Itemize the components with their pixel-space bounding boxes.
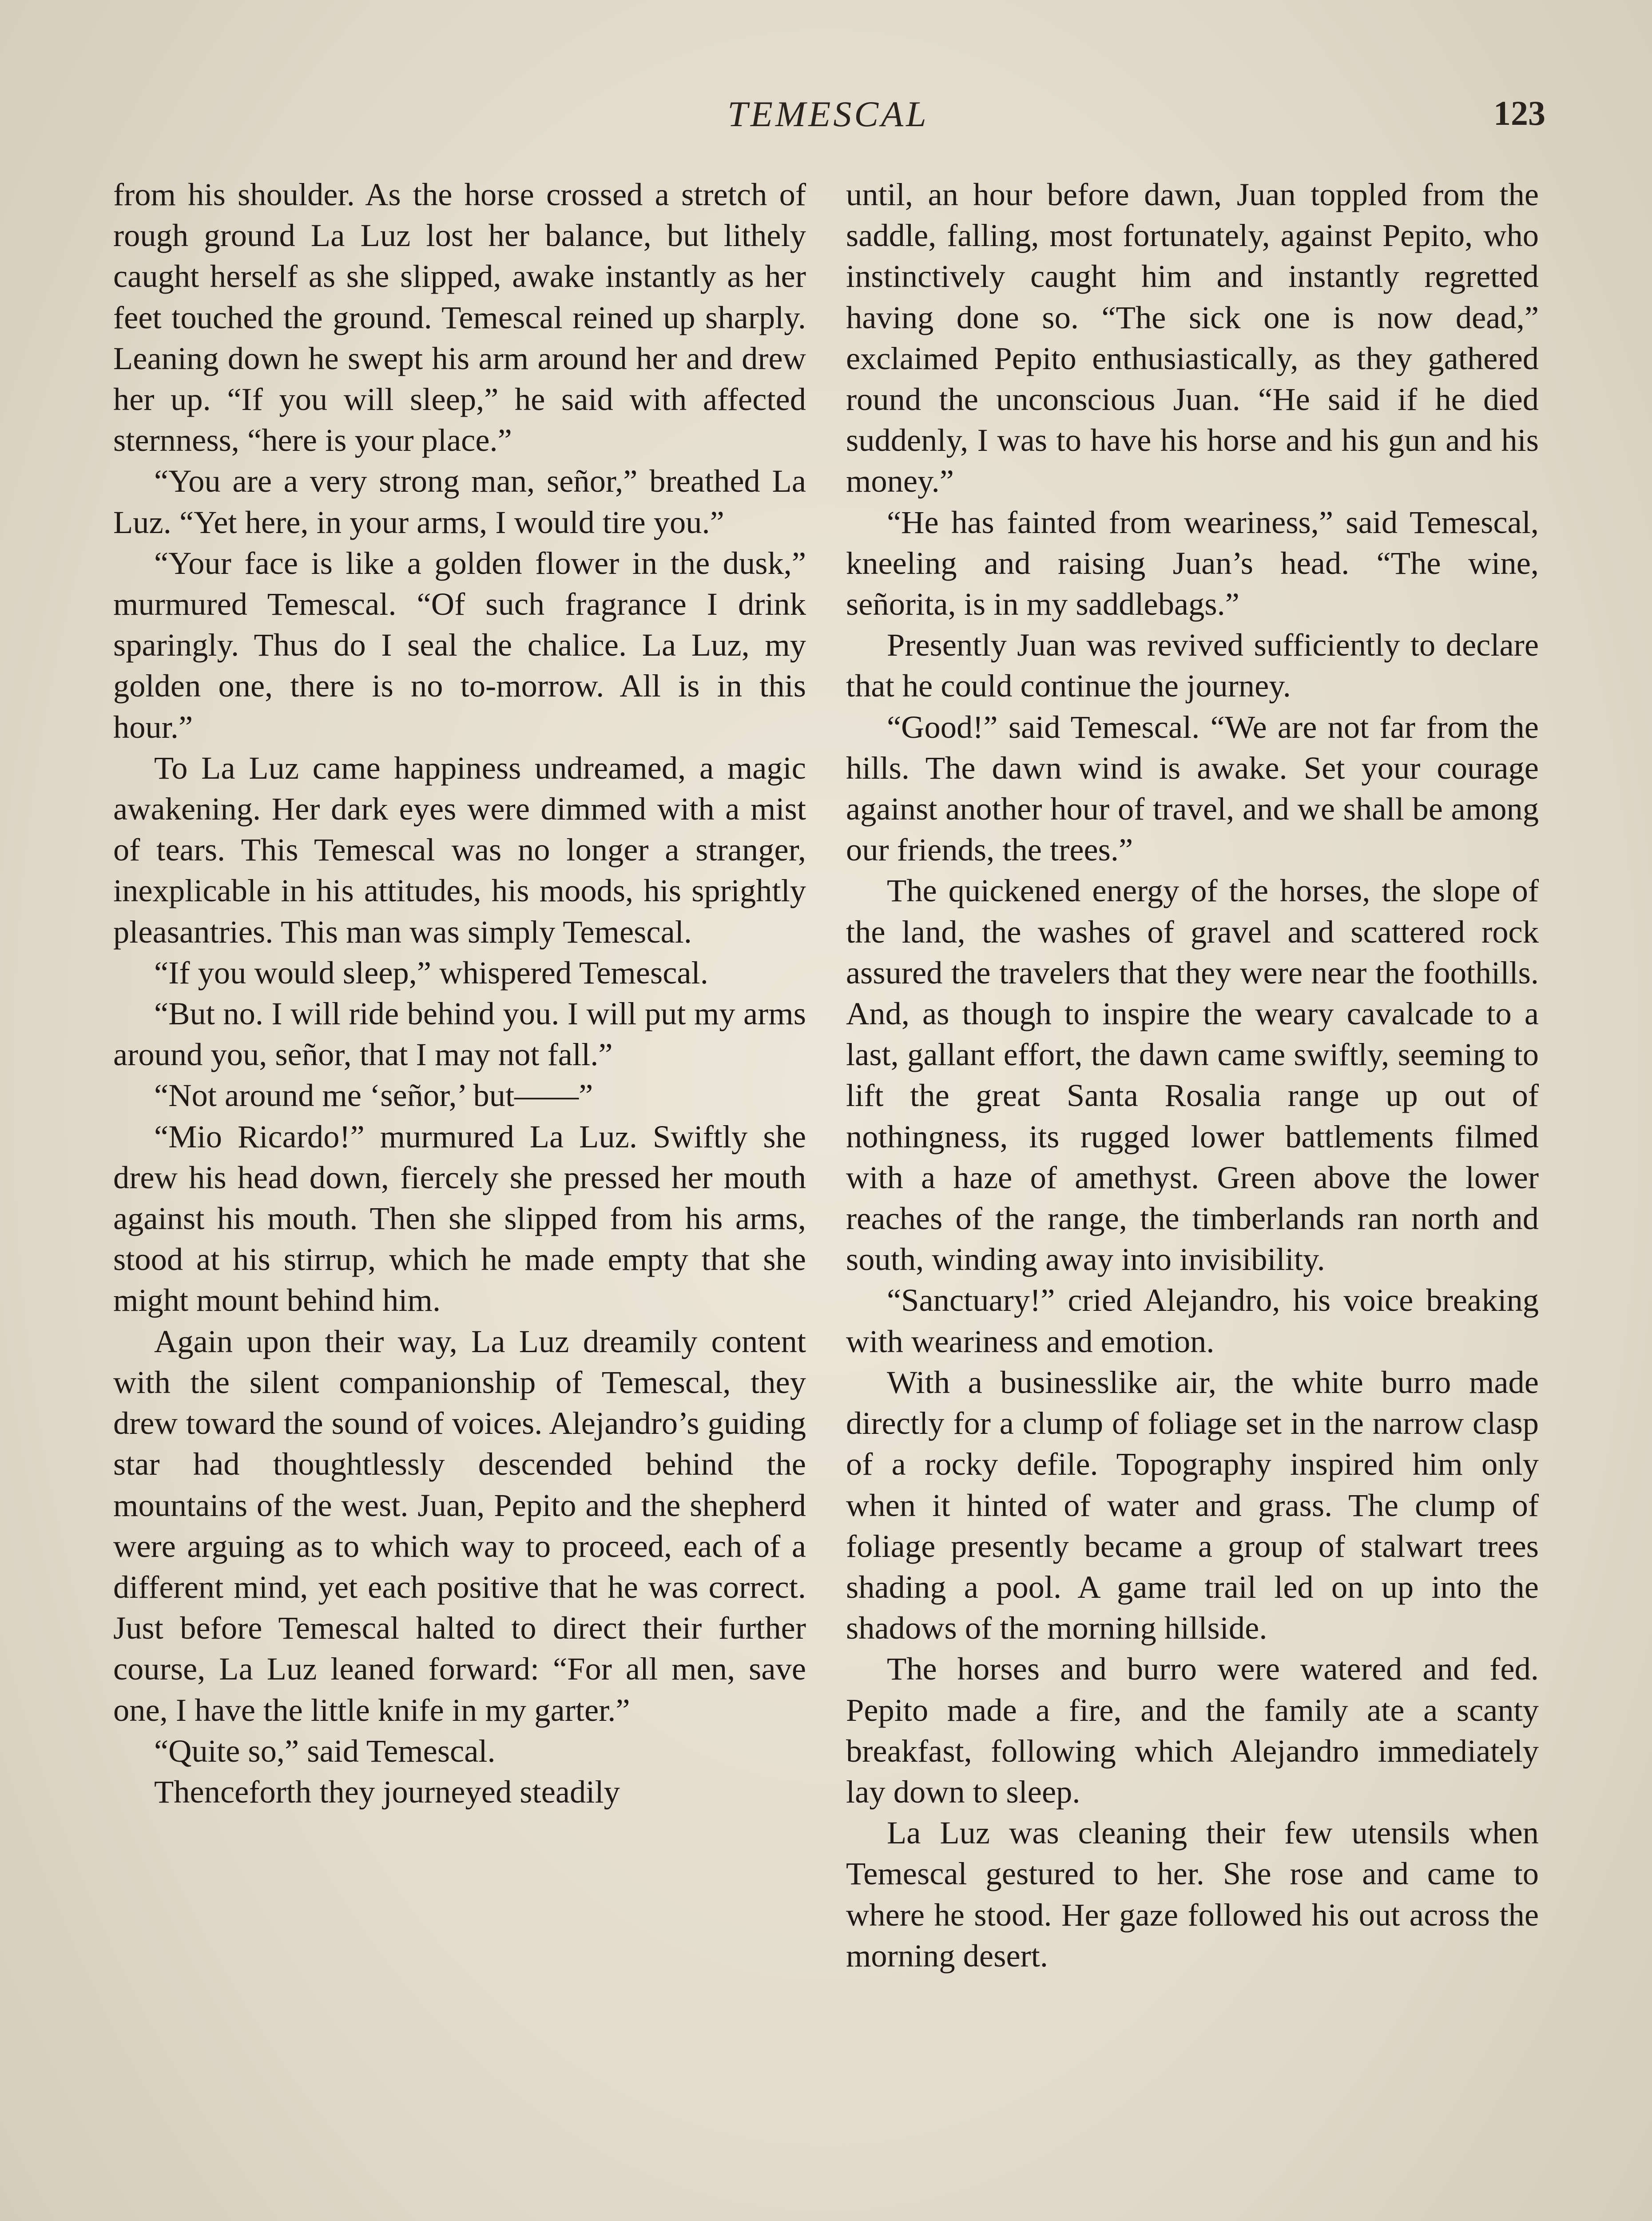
paragraph: “But no. I will ride behind you. I will put my arms around you, señor, that I may not fall.”: [113, 995, 806, 1073]
paragraph: “Mio Ricardo!” murmured La Luz. Swiftly she drew his head down, fiercely she pressed her mouth against his mouth. Then she slipped from his arms, stood at his stirrup, which he made empty that she might mount behind him.: [113, 1118, 806, 1318]
paragraph: With a businesslike air, the white burro made directly for a clump of foliage set in the narrow clasp of a rocky defile. Topography inspired him only when it hinted of water and grass. The clump of foliage presently became a group of stalwart trees shading a pool. A game trail led on up into the shadows of the morning hillside.: [846, 1364, 1539, 1646]
paragraph: “Quite so,” said Temescal.: [154, 1732, 496, 1769]
left-column: [113, 174, 806, 1812]
paragraph: “Not around me ‘señor,’ but——”: [154, 1077, 593, 1114]
paragraph: from his shoulder. As the horse crossed a stretch of rough ground La Luz lost her balance, but lithely caught herself as she slipped, awake instantly as her feet touched the ground. Temescal reined up sharply. Leaning down he swept his arm around her and drew her up. “If you will sleep,” he said with affected sternness, “here is your place.”: [113, 176, 806, 458]
paragraph: “Your face is like a golden flower in the dusk,” murmured Temescal. “Of such fragrance I drink sparingly. Thus do I seal the chalice. La Luz, my golden one, there is no to-morrow. All is in this hour.”: [113, 545, 806, 745]
paragraph: Presently Juan was revived sufficiently to declare that he could continue the journey.: [846, 627, 1539, 704]
right-column: [846, 174, 1539, 1976]
paragraph: “Good!” said Temescal. “We are not far from the hills. The dawn wind is awake. Set your courage against another hour of travel, and we shall be among our friends, the trees.”: [846, 708, 1539, 868]
paragraph: The quickened energy of the horses, the slope of the land, the washes of gravel and scattered rock assured the travelers that they were near the foothills. And, as though to inspire the weary cavalcade to a last, gallant effort, the dawn came swiftly, seeming to lift the great Santa Rosalia range up out of nothingness, its rugged lower battlements filmed with a haze of amethyst. Green above the lower reaches of the range, the timberlands ran north and south, winding away into invisibility.: [846, 872, 1539, 1278]
paragraph: “He has fainted from weariness,” said Temescal, kneeling and raising Juan’s head. “The wine, señorita, is in my saddlebags.”: [846, 504, 1539, 622]
paragraph: “If you would sleep,” whispered Temescal.: [154, 954, 708, 991]
paragraph: The horses and burro were watered and fed. Pepito made a fire, and the family ate a scanty breakfast, following which Alejandro immediately lay down to sleep.: [846, 1651, 1539, 1810]
page-header: [111, 93, 1545, 142]
running-title: TEMESCAL: [727, 94, 929, 134]
paragraph: Thenceforth they journeyed steadily: [154, 1773, 620, 1810]
paragraph: Again upon their way, La Luz dreamily content with the silent companionship of Temescal, they drew toward the sound of voices. Alejandro’s guiding star had thoughtlessly descended behind the mountains of the west. Juan, Pepito and the shepherd were arguing as to which way to proceed, each of a different mind, yet each positive that he was correct. Just before Temescal halted to direct their further course, La Luz leaned forward: “For all men, save one, I have the little knife in my garter.”: [113, 1323, 806, 1728]
paragraph: To La Luz came happiness undreamed, a magic awakening. Her dark eyes were dimmed with a mist of tears. This Temescal was no longer a stranger, inexplicable in his attitudes, his moods, his sprightly pleasantries. This man was simply Temescal.: [113, 749, 806, 950]
paragraph: until, an hour before dawn, Juan toppled from the saddle, falling, most fortunately, against Pepito, who instinctively caught him and instantly regretted having done so. “The sick one is now dead,” exclaimed Pepito enthusiastically, as they gathered round the unconscious Juan. “He said if he died suddenly, I was to have his horse and his gun and his money.”: [846, 176, 1539, 499]
paragraph: “You are a very strong man, señor,” breathed La Luz. “Yet here, in your arms, I would tire you.”: [113, 463, 806, 540]
page-number: 123: [1493, 94, 1545, 132]
paragraph: “Sanctuary!” cried Alejandro, his voice breaking with weariness and emotion.: [846, 1282, 1539, 1359]
paragraph: La Luz was cleaning their few utensils when Temescal gestured to her. She rose and came to where he stood. Her gaze followed his out across the morning desert.: [846, 1815, 1539, 1974]
